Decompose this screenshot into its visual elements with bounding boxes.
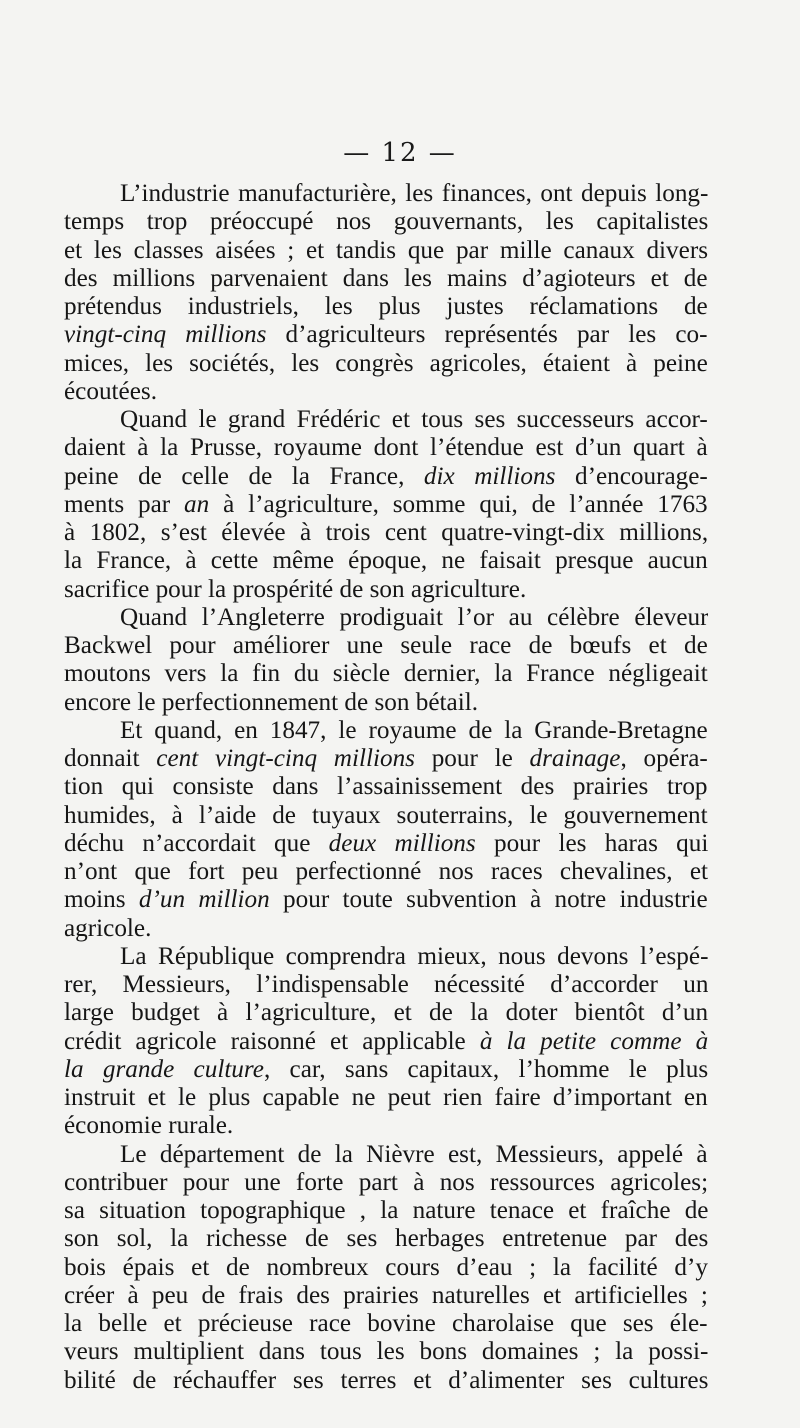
text-line	[64, 1084, 708, 1112]
text-run: créer à peu de frais des prairies naturelles et artificielles ;	[64, 1281, 708, 1309]
italic-text: vingt-cinq millions	[64, 321, 267, 349]
text-line	[64, 237, 708, 265]
text-run: ments par	[64, 490, 185, 518]
text-line	[64, 1056, 708, 1084]
italic-text: cent vingt-cinq millions	[156, 745, 415, 772]
text-line	[64, 886, 708, 914]
italic-text: an	[184, 490, 210, 518]
text-line	[64, 463, 708, 491]
text-line	[64, 519, 708, 547]
italic-text: la grande culture	[64, 1055, 264, 1083]
text-run: à 1802, s’est élevée à trois cent quatre-vingt-dix millions,	[64, 519, 708, 546]
italic-text: deux millions	[328, 829, 476, 857]
text-run: temps trop préoccupé nos gouvernants, les capitalistes	[64, 208, 708, 236]
text-run: Quand l’Angleterre prodiguait l’or au célèbre éleveur	[120, 603, 708, 631]
text-run: n’ont que fort peu perfectionné nos races chevalines, et	[64, 858, 708, 885]
text-line	[64, 1282, 708, 1310]
text-line	[64, 406, 708, 434]
text-run: Backwel pour améliorer une seule race de bœufs et de	[64, 632, 708, 659]
text-line	[64, 1141, 708, 1169]
text-run: La République comprendra mieux, nous devons l’espé-	[120, 942, 708, 970]
text-line	[64, 1028, 708, 1056]
text-line	[64, 745, 708, 773]
text-line	[64, 971, 708, 999]
text-run: prétendus industriels, les plus justes réclamations de	[64, 293, 708, 320]
text-run: crédit agricole raisonné et applicable	[64, 1027, 480, 1055]
text-line	[64, 830, 708, 858]
text-line	[64, 689, 708, 717]
text-run: , car, sans capitaux, l’homme le plus	[263, 1055, 708, 1083]
text-run: Le département de la Nièvre est, Messieurs, appelé à	[120, 1140, 708, 1168]
text-run: peine de celle de la France,	[64, 462, 424, 490]
text-line	[64, 802, 708, 830]
body-text	[64, 180, 708, 1395]
italic-text: à la petite comme à	[479, 1027, 708, 1055]
text-run: humides, à l’aide de tuyaux souterrains, le gouvernement	[64, 801, 708, 829]
paragraph	[64, 717, 708, 943]
text-run: son sol, la richesse de ses herbages entretenue par des	[64, 1225, 708, 1253]
page-number: — 12 —	[343, 138, 457, 168]
text-run: la belle et précieuse race bovine charolaise que ses éle-	[64, 1310, 708, 1337]
text-line	[64, 915, 708, 943]
text-run: pour toute subvention à notre industrie	[269, 886, 708, 914]
text-line	[64, 1112, 708, 1140]
text-line	[64, 1310, 708, 1338]
text-run: large budget à l’agriculture, et de la doter bientôt d’un	[64, 999, 708, 1027]
text-line	[64, 660, 708, 688]
text-run: bois épais et de nombreux cours d’eau ; la facilité d’y	[64, 1253, 708, 1281]
text-run: sacrifice pour la prospérité de son agriculture.	[64, 575, 527, 603]
text-run: moins	[64, 886, 139, 914]
text-run: Et quand, en 1847, le royaume de la Grande-Bretagne	[120, 716, 708, 744]
text-line	[64, 943, 708, 971]
text-line	[64, 1225, 708, 1253]
text-line	[64, 180, 708, 208]
text-run: la France, à cette même époque, ne faisait presque aucun	[64, 547, 708, 575]
text-line	[64, 1169, 708, 1197]
text-run: agricole.	[64, 914, 152, 942]
text-line	[64, 547, 708, 575]
paragraph	[64, 1141, 708, 1395]
text-run: moutons vers la fin du siècle dernier, la France négligeait	[64, 660, 708, 688]
text-run: et les classes aisées ; et tandis que par mille canaux divers	[64, 236, 708, 264]
text-line	[64, 293, 708, 321]
italic-text: d’un million	[138, 886, 270, 914]
text-line	[64, 604, 708, 632]
text-line	[64, 1338, 708, 1366]
text-line	[64, 858, 708, 886]
text-run: encore le perfectionnement de son bétail.	[64, 688, 479, 716]
text-run: L’industrie manufacturière, les finances, ont depuis long-	[120, 180, 708, 207]
text-line	[64, 350, 708, 378]
text-run: bilité de réchauffer ses terres et d’alimenter ses cultures	[64, 1366, 708, 1394]
italic-text: drainage	[529, 745, 621, 772]
text-run: à l’agriculture, somme qui, de l’année 1763	[209, 490, 708, 518]
text-run: daient à la Prusse, royaume dont l’étendue est d’un quart à	[64, 434, 708, 462]
text-run: sa situation topographique , la nature tenace et fraîche de	[64, 1197, 708, 1224]
text-line	[64, 576, 708, 604]
text-run: rer, Messieurs, l’indispensable nécessité d’accorder un	[64, 971, 708, 998]
text-line	[64, 1254, 708, 1282]
paragraph	[64, 180, 708, 406]
text-run: Quand le grand Frédéric et tous ses successeurs accor-	[120, 406, 708, 433]
italic-text: dix millions	[423, 462, 556, 490]
text-line	[64, 773, 708, 801]
text-run: mices, les sociétés, les congrès agricoles, étaient à peine	[64, 349, 708, 377]
text-line	[64, 1197, 708, 1225]
text-line	[64, 265, 708, 293]
text-line	[64, 717, 708, 745]
text-run: instruit et le plus capable ne peut rien faire d’important en	[64, 1084, 708, 1111]
text-line	[64, 321, 708, 349]
text-run: déchu n’accordait que	[64, 829, 329, 857]
paragraph	[64, 406, 708, 604]
text-line	[64, 378, 708, 406]
text-run: d’agriculteurs représentés par les co-	[266, 321, 708, 349]
text-run: économie rurale.	[64, 1112, 234, 1140]
text-run: contribuer pour une forte part à nos ressources agricoles;	[64, 1168, 708, 1196]
text-line	[64, 999, 708, 1027]
text-line	[64, 632, 708, 660]
text-line	[64, 1367, 708, 1395]
text-run: veurs multiplient dans tous les bons domaines ; la possi-	[64, 1338, 708, 1366]
text-line	[64, 208, 708, 236]
text-line	[64, 491, 708, 519]
text-run: pour le	[414, 745, 530, 772]
text-run: des millions parvenaient dans les mains d’agioteurs et de	[64, 264, 708, 292]
text-line	[64, 434, 708, 462]
text-run: , opéra-	[620, 745, 708, 772]
text-run: d’encourage-	[555, 462, 708, 490]
text-run: tion qui consiste dans l’assainissement des prairies trop	[64, 773, 708, 801]
text-run: pour les haras qui	[475, 829, 708, 857]
text-run: écoutées.	[64, 377, 158, 405]
paragraph	[64, 604, 708, 717]
text-run: donnait	[64, 745, 157, 772]
paragraph	[64, 943, 708, 1141]
